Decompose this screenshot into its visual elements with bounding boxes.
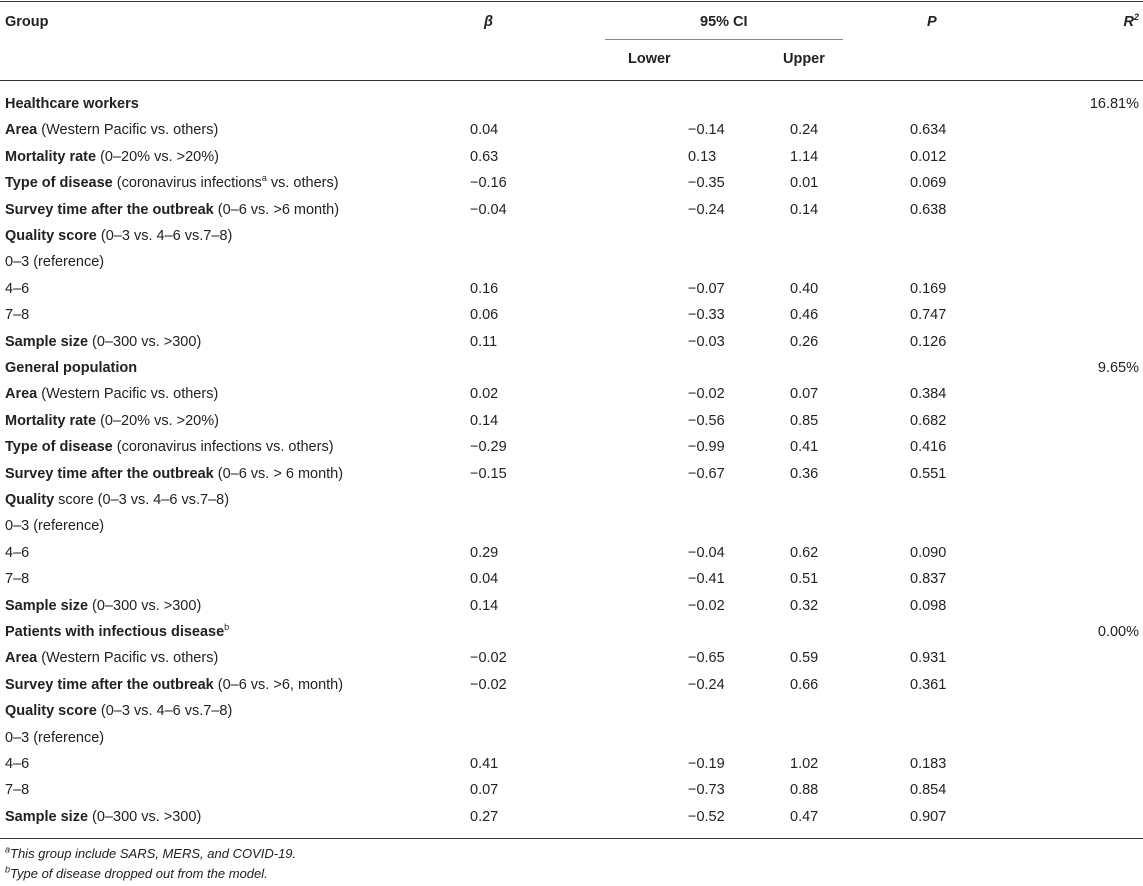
- header-ci: 95% CI: [700, 14, 748, 30]
- cell-lower: −0.03: [688, 333, 725, 350]
- row-label: [5, 593, 201, 619]
- row-label: [5, 355, 137, 381]
- cell-beta: −0.29: [470, 439, 507, 456]
- cell-lower: −0.67: [688, 465, 725, 482]
- cell-p: 0.384: [910, 386, 947, 403]
- row-label-rest: (Western Pacific vs. others): [37, 650, 219, 667]
- row-label: [5, 751, 29, 777]
- row-label-bold: Survey time after the outbreak: [5, 201, 214, 218]
- cell-upper: 0.88: [790, 782, 819, 799]
- row-label: [5, 619, 229, 645]
- cell-p: 0.837: [910, 571, 947, 588]
- table-row: [0, 408, 1143, 434]
- row-footnote-mark: a: [261, 173, 267, 184]
- cell-lower: −0.07: [688, 280, 725, 297]
- footnote-a-text: This group include SARS, MERS, and COVID-19.: [10, 846, 297, 861]
- table-row: [0, 566, 1143, 592]
- cell-beta: 0.27: [470, 808, 499, 825]
- row-label: [5, 804, 201, 830]
- cell-p: 0.090: [910, 544, 947, 561]
- row-label-rest: (0–20% vs. >20%): [96, 148, 219, 165]
- footnote-b: [5, 866, 268, 881]
- cell-lower: −0.02: [688, 597, 725, 614]
- row-label-rest: 0–3 (reference): [5, 518, 105, 535]
- row-label: [5, 725, 104, 751]
- cell-beta: −0.02: [470, 676, 507, 693]
- cell-p: 0.069: [910, 175, 947, 192]
- cell-upper: 0.66: [790, 676, 819, 693]
- cell-lower: −0.52: [688, 808, 725, 825]
- row-label-rest: 0–3 (reference): [5, 254, 105, 271]
- row-label-bold: Survey time after the outbreak: [5, 676, 214, 693]
- cell-beta: 0.14: [470, 412, 499, 429]
- table-row: [0, 725, 1143, 751]
- cell-p: 0.747: [910, 307, 947, 324]
- table-row: [0, 276, 1143, 302]
- cell-beta: 0.11: [470, 333, 498, 350]
- cell-p: 0.126: [910, 333, 947, 350]
- cell-p: 0.416: [910, 439, 947, 456]
- cell-beta: 0.04: [470, 571, 499, 588]
- cell-p: 0.361: [910, 676, 947, 693]
- row-label: [5, 302, 29, 328]
- table-row: [0, 777, 1143, 803]
- cell-p: 0.682: [910, 412, 947, 429]
- cell-lower: −0.14: [688, 122, 725, 139]
- row-label-rest: (Western Pacific vs. others): [37, 386, 219, 403]
- cell-beta: −0.04: [470, 201, 507, 218]
- cell-lower: −0.56: [688, 412, 725, 429]
- row-label-rest: (0–6 vs. >6 month): [213, 201, 340, 218]
- table-row: [0, 487, 1143, 513]
- row-label-bold: Type of disease: [5, 175, 113, 192]
- cell-upper: 0.46: [790, 307, 819, 324]
- row-label-rest: 4–6: [5, 756, 30, 772]
- table-row: [0, 91, 1143, 117]
- table-row: [0, 197, 1143, 223]
- table-row: [0, 223, 1143, 249]
- cell-lower: −0.35: [688, 175, 725, 192]
- header-group: Group: [5, 14, 49, 30]
- header-rule: [0, 80, 1143, 81]
- row-label-rest: (0–3 vs. 4–6 vs.7–8): [96, 703, 233, 720]
- row-label-rest: 4–6: [5, 280, 30, 297]
- row-footnote-mark: b: [224, 622, 230, 633]
- cell-upper: 1.02: [790, 756, 819, 772]
- cell-upper: 0.24: [790, 122, 819, 139]
- row-label: [5, 645, 218, 671]
- row-label-bold: Mortality rate: [5, 412, 97, 429]
- cell-beta: 0.14: [470, 597, 499, 614]
- row-label: [5, 249, 104, 275]
- row-label-bold: Quality score: [5, 703, 97, 720]
- row-label-bold: Mortality rate: [5, 148, 97, 165]
- table-row: [0, 170, 1143, 196]
- row-label: [5, 461, 343, 487]
- row-label-rest: (0–300 vs. >300): [88, 333, 202, 350]
- cell-p: 0.183: [910, 756, 947, 772]
- row-label: [5, 513, 104, 539]
- header-upper: Upper: [783, 51, 825, 67]
- row-label-bold: Area: [5, 122, 38, 139]
- table-row: [0, 144, 1143, 170]
- cell-upper: 0.36: [790, 465, 819, 482]
- table-row: [0, 117, 1143, 143]
- table-row: [0, 249, 1143, 275]
- row-label: [5, 91, 139, 117]
- header-p: [927, 14, 937, 30]
- cell-upper: 0.85: [790, 412, 819, 429]
- table-row: [0, 381, 1143, 407]
- cell-p: 0.638: [910, 201, 947, 218]
- cell-upper: 0.07: [790, 386, 819, 403]
- cell-beta: 0.29: [470, 544, 499, 561]
- table-row: [0, 593, 1143, 619]
- cell-upper: 0.14: [790, 201, 819, 218]
- row-label-rest: (coronavirus infections: [112, 175, 262, 192]
- table-row: [0, 672, 1143, 698]
- footnote-a: [5, 846, 296, 861]
- cell-upper: 0.59: [790, 650, 819, 667]
- cell-upper: 0.26: [790, 333, 819, 350]
- cell-beta: 0.06: [470, 307, 499, 324]
- cell-r2: 16.81%: [1089, 96, 1139, 112]
- row-label-bold: Sample size: [5, 597, 89, 614]
- cell-p: 0.854: [910, 782, 947, 799]
- cell-beta: −0.16: [470, 175, 507, 192]
- cell-beta: 0.16: [470, 280, 499, 297]
- cell-p: 0.169: [910, 280, 947, 297]
- header-r2-sup: 2: [1133, 12, 1139, 23]
- cell-upper: 0.32: [790, 597, 819, 614]
- cell-p: 0.634: [910, 122, 947, 139]
- table-row: [0, 513, 1143, 539]
- cell-beta: 0.63: [470, 148, 499, 165]
- cell-upper: 0.41: [790, 439, 819, 456]
- cell-upper: 0.40: [790, 280, 819, 297]
- row-label: [5, 540, 29, 566]
- row-label-rest: (0–6 vs. > 6 month): [213, 465, 344, 482]
- row-label: [5, 566, 29, 592]
- cell-lower: −0.02: [688, 386, 725, 403]
- footnote-a-mark: a: [5, 844, 11, 855]
- cell-beta: 0.04: [470, 122, 499, 139]
- ci-rule: [605, 39, 843, 40]
- cell-beta: 0.02: [470, 386, 499, 403]
- cell-upper: 0.62: [790, 544, 819, 561]
- cell-lower: −0.24: [688, 676, 725, 693]
- table-row: [0, 434, 1143, 460]
- top-rule: [0, 1, 1143, 2]
- row-label: [5, 408, 219, 434]
- cell-beta: −0.15: [470, 465, 507, 482]
- row-label-bold: General population: [5, 360, 138, 376]
- row-label-rest: (0–3 vs. 4–6 vs.7–8): [96, 228, 233, 244]
- cell-upper: 0.51: [790, 571, 819, 588]
- row-label-bold: Quality: [5, 492, 55, 508]
- cell-lower: −0.04: [688, 544, 725, 561]
- row-label-rest: (0–20% vs. >20%): [96, 412, 219, 429]
- row-label: [5, 276, 29, 302]
- row-label-rest2: vs. others): [266, 175, 339, 192]
- row-label-rest: 0–3 (reference): [5, 729, 105, 746]
- cell-p: 0.098: [910, 597, 947, 614]
- cell-lower: −0.24: [688, 201, 725, 218]
- row-label: [5, 487, 229, 513]
- row-label: [5, 197, 339, 223]
- cell-p: 0.907: [910, 808, 947, 825]
- table-row: [0, 461, 1143, 487]
- footnote-b-text: Type of disease dropped out from the model.: [10, 866, 268, 881]
- cell-lower: −0.99: [688, 439, 725, 456]
- cell-beta: 0.41: [470, 756, 499, 772]
- row-label-rest: 7–8: [5, 307, 30, 324]
- cell-lower: −0.19: [688, 756, 725, 772]
- cell-lower: −0.33: [688, 307, 725, 324]
- row-label-bold: Sample size: [5, 333, 89, 350]
- row-label-rest: (0–6 vs. >6, month): [213, 676, 344, 693]
- row-label-rest: 7–8: [5, 782, 30, 799]
- row-label-bold: Patients with infectious disease: [5, 624, 225, 640]
- header-r2: [1124, 14, 1140, 30]
- row-label: [5, 698, 232, 724]
- row-label-rest: (0–300 vs. >300): [88, 597, 202, 614]
- row-label: [5, 329, 201, 355]
- cell-p: 0.012: [910, 148, 947, 165]
- row-label: [5, 672, 343, 698]
- cell-lower: −0.65: [688, 650, 725, 667]
- cell-p: 0.551: [910, 465, 947, 482]
- table-row: [0, 540, 1143, 566]
- row-label-bold: Area: [5, 650, 38, 667]
- cell-upper: 0.01: [790, 175, 819, 192]
- header-beta: β: [484, 14, 493, 30]
- table-row: [0, 619, 1143, 645]
- table-row: [0, 329, 1143, 355]
- row-label: [5, 223, 232, 249]
- row-label-bold: Area: [5, 386, 38, 403]
- row-label-bold: Healthcare workers: [5, 96, 139, 112]
- cell-r2: 9.65%: [1097, 360, 1139, 376]
- table-row: [0, 804, 1143, 830]
- header-lower: Lower: [628, 51, 671, 67]
- row-label: [5, 381, 218, 407]
- row-label-rest: score (0–3 vs. 4–6 vs.7–8): [54, 492, 230, 508]
- row-label-rest: 7–8: [5, 571, 30, 588]
- row-label-bold: Type of disease: [5, 439, 113, 456]
- row-label-rest: (0–300 vs. >300): [88, 808, 202, 825]
- row-label: [5, 170, 339, 196]
- cell-beta: 0.07: [470, 782, 499, 799]
- cell-lower: −0.73: [688, 782, 725, 799]
- cell-beta: −0.02: [470, 650, 507, 667]
- table-row: [0, 355, 1143, 381]
- row-label: [5, 117, 218, 143]
- cell-upper: 0.47: [790, 808, 819, 825]
- row-label-bold: Sample size: [5, 808, 89, 825]
- row-label: [5, 144, 219, 170]
- row-label-bold: Quality score: [5, 228, 97, 244]
- cell-lower: −0.41: [688, 571, 725, 588]
- row-label: [5, 434, 334, 460]
- row-label-rest: (Western Pacific vs. others): [37, 122, 219, 139]
- row-label-rest: (coronavirus infections vs. others): [112, 439, 334, 456]
- cell-r2: 0.00%: [1097, 624, 1139, 640]
- cell-p: 0.931: [910, 650, 947, 667]
- cell-upper: 1.14: [790, 148, 819, 165]
- table-row: [0, 302, 1143, 328]
- bottom-rule: [0, 838, 1143, 839]
- footnote-b-mark: b: [5, 864, 11, 875]
- table-row: [0, 645, 1143, 671]
- row-label: [5, 777, 29, 803]
- header-p-text: P: [927, 14, 937, 30]
- cell-lower: 0.13: [688, 148, 717, 165]
- row-label-bold: Survey time after the outbreak: [5, 465, 214, 482]
- table-row: [0, 698, 1143, 724]
- table-row: [0, 751, 1143, 777]
- row-label-rest: 4–6: [5, 544, 30, 561]
- header-r2-text: R: [1123, 14, 1134, 30]
